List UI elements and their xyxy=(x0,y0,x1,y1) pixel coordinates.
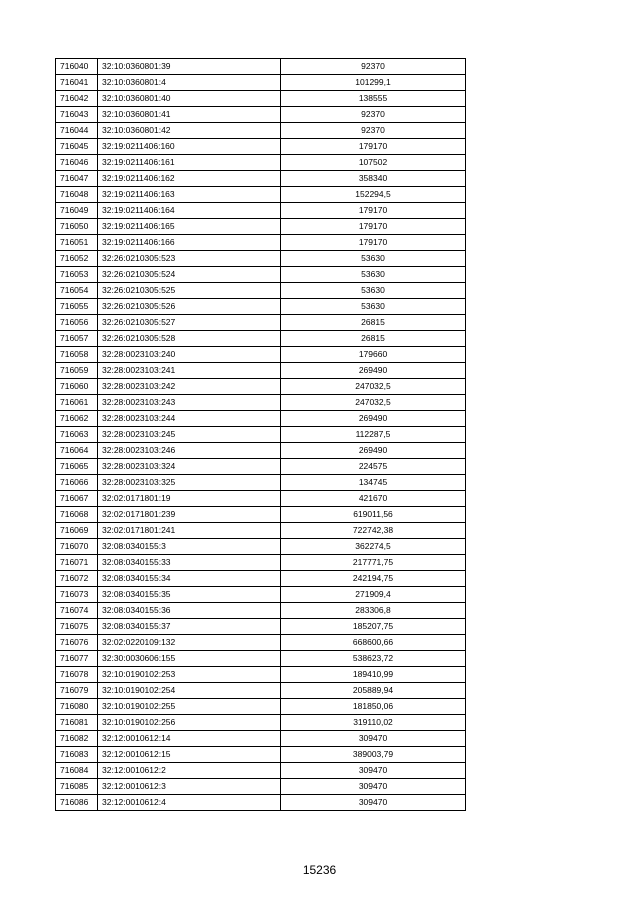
record-id-cell: 716071 xyxy=(56,555,98,571)
cadastral-value-cell: 269490 xyxy=(281,411,466,427)
table-row xyxy=(56,107,466,123)
cadastral-value-cell: 269490 xyxy=(281,443,466,459)
cadastral-number-cell: 32:12:0010612:14 xyxy=(98,731,281,747)
record-id-cell: 716041 xyxy=(56,75,98,91)
table-row xyxy=(56,443,466,459)
record-id-cell: 716077 xyxy=(56,651,98,667)
cadastral-value-cell: 668600,66 xyxy=(281,635,466,651)
cadastral-number-cell: 32:28:0023103:245 xyxy=(98,427,281,443)
record-id-cell: 716082 xyxy=(56,731,98,747)
table-row xyxy=(56,475,466,491)
cadastral-value-cell: 269490 xyxy=(281,363,466,379)
record-id-cell: 716045 xyxy=(56,139,98,155)
record-id-cell: 716053 xyxy=(56,267,98,283)
cadastral-number-cell: 32:10:0360801:39 xyxy=(98,59,281,75)
cadastral-number-cell: 32:28:0023103:244 xyxy=(98,411,281,427)
record-id-cell: 716059 xyxy=(56,363,98,379)
table-row xyxy=(56,651,466,667)
cadastral-number-cell: 32:28:0023103:241 xyxy=(98,363,281,379)
cadastral-value-cell: 112287,5 xyxy=(281,427,466,443)
cadastral-number-cell: 32:08:0340155:3 xyxy=(98,539,281,555)
cadastral-value-cell: 283306,8 xyxy=(281,603,466,619)
table-row xyxy=(56,171,466,187)
table-row xyxy=(56,587,466,603)
record-id-cell: 716051 xyxy=(56,235,98,251)
table-row xyxy=(56,411,466,427)
table-row xyxy=(56,379,466,395)
cadastral-value-cell: 53630 xyxy=(281,299,466,315)
table-row xyxy=(56,219,466,235)
table-row xyxy=(56,779,466,795)
cadastral-number-cell: 32:10:0360801:40 xyxy=(98,91,281,107)
record-id-cell: 716076 xyxy=(56,635,98,651)
cadastral-number-cell: 32:28:0023103:325 xyxy=(98,475,281,491)
cadastral-value-cell: 538623,72 xyxy=(281,651,466,667)
cadastral-number-cell: 32:26:0210305:524 xyxy=(98,267,281,283)
table-row xyxy=(56,299,466,315)
cadastral-value-cell: 179170 xyxy=(281,139,466,155)
cadastral-number-cell: 32:26:0210305:525 xyxy=(98,283,281,299)
cadastral-value-cell: 309470 xyxy=(281,779,466,795)
cadastral-number-cell: 32:26:0210305:528 xyxy=(98,331,281,347)
cadastral-number-cell: 32:10:0360801:4 xyxy=(98,75,281,91)
cadastral-value-cell: 271909,4 xyxy=(281,587,466,603)
record-id-cell: 716055 xyxy=(56,299,98,315)
record-id-cell: 716068 xyxy=(56,507,98,523)
table-row xyxy=(56,283,466,299)
table-row xyxy=(56,699,466,715)
cadastral-value-cell: 152294,5 xyxy=(281,187,466,203)
cadastral-number-cell: 32:12:0010612:15 xyxy=(98,747,281,763)
record-id-cell: 716064 xyxy=(56,443,98,459)
cadastral-number-cell: 32:02:0220109:132 xyxy=(98,635,281,651)
table-row xyxy=(56,75,466,91)
record-id-cell: 716063 xyxy=(56,427,98,443)
record-id-cell: 716070 xyxy=(56,539,98,555)
record-id-cell: 716085 xyxy=(56,779,98,795)
cadastral-number-cell: 32:28:0023103:242 xyxy=(98,379,281,395)
table-row xyxy=(56,603,466,619)
table-row xyxy=(56,315,466,331)
cadastral-number-cell: 32:28:0023103:246 xyxy=(98,443,281,459)
record-id-cell: 716042 xyxy=(56,91,98,107)
cadastral-value-cell: 189410,99 xyxy=(281,667,466,683)
cadastral-value-cell: 53630 xyxy=(281,267,466,283)
record-id-cell: 716040 xyxy=(56,59,98,75)
cadastral-value-cell: 26815 xyxy=(281,331,466,347)
record-id-cell: 716083 xyxy=(56,747,98,763)
table-row xyxy=(56,667,466,683)
cadastral-value-cell: 362274,5 xyxy=(281,539,466,555)
cadastral-value-cell: 421670 xyxy=(281,491,466,507)
record-id-cell: 716048 xyxy=(56,187,98,203)
cadastral-number-cell: 32:19:0211406:164 xyxy=(98,203,281,219)
cadastral-value-cell: 107502 xyxy=(281,155,466,171)
cadastral-value-cell: 389003,79 xyxy=(281,747,466,763)
cadastral-number-cell: 32:10:0190102:253 xyxy=(98,667,281,683)
table-row xyxy=(56,235,466,251)
table-row xyxy=(56,635,466,651)
cadastral-value-cell: 138555 xyxy=(281,91,466,107)
cadastral-value-cell: 181850,06 xyxy=(281,699,466,715)
cadastral-value-cell: 92370 xyxy=(281,59,466,75)
cadastral-number-cell: 32:19:0211406:161 xyxy=(98,155,281,171)
table-row xyxy=(56,363,466,379)
table-row xyxy=(56,523,466,539)
cadastral-value-cell: 92370 xyxy=(281,107,466,123)
cadastral-number-cell: 32:28:0023103:324 xyxy=(98,459,281,475)
cadastral-number-cell: 32:12:0010612:2 xyxy=(98,763,281,779)
record-id-cell: 716043 xyxy=(56,107,98,123)
table-row xyxy=(56,427,466,443)
record-id-cell: 716084 xyxy=(56,763,98,779)
cadastral-value-cell: 53630 xyxy=(281,251,466,267)
cadastral-value-cell: 185207,75 xyxy=(281,619,466,635)
cadastral-number-cell: 32:26:0210305:523 xyxy=(98,251,281,267)
cadastral-number-cell: 32:02:0171801:241 xyxy=(98,523,281,539)
cadastral-number-cell: 32:30:0030606:155 xyxy=(98,651,281,667)
cadastral-number-cell: 32:08:0340155:36 xyxy=(98,603,281,619)
table-row xyxy=(56,251,466,267)
table-row xyxy=(56,539,466,555)
cadastral-value-cell: 134745 xyxy=(281,475,466,491)
cadastral-value-cell: 179170 xyxy=(281,203,466,219)
record-id-cell: 716046 xyxy=(56,155,98,171)
record-id-cell: 716069 xyxy=(56,523,98,539)
cadastral-value-table xyxy=(55,58,466,811)
record-id-cell: 716047 xyxy=(56,171,98,187)
table-row xyxy=(56,459,466,475)
record-id-cell: 716060 xyxy=(56,379,98,395)
table-row xyxy=(56,267,466,283)
record-id-cell: 716049 xyxy=(56,203,98,219)
record-id-cell: 716062 xyxy=(56,411,98,427)
table-row xyxy=(56,571,466,587)
record-id-cell: 716056 xyxy=(56,315,98,331)
cadastral-number-cell: 32:28:0023103:243 xyxy=(98,395,281,411)
cadastral-number-cell: 32:26:0210305:526 xyxy=(98,299,281,315)
cadastral-value-cell: 619011,56 xyxy=(281,507,466,523)
cadastral-value-cell: 358340 xyxy=(281,171,466,187)
cadastral-value-cell: 309470 xyxy=(281,763,466,779)
cadastral-value-cell: 92370 xyxy=(281,123,466,139)
table-body xyxy=(56,59,466,811)
cadastral-number-cell: 32:19:0211406:165 xyxy=(98,219,281,235)
record-id-cell: 716067 xyxy=(56,491,98,507)
cadastral-number-cell: 32:10:0190102:255 xyxy=(98,699,281,715)
cadastral-value-cell: 319110,02 xyxy=(281,715,466,731)
cadastral-value-cell: 247032,5 xyxy=(281,395,466,411)
cadastral-number-cell: 32:08:0340155:37 xyxy=(98,619,281,635)
table-row xyxy=(56,347,466,363)
cadastral-value-cell: 309470 xyxy=(281,795,466,811)
cadastral-value-cell: 722742,38 xyxy=(281,523,466,539)
table-row xyxy=(56,731,466,747)
cadastral-value-cell: 205889,94 xyxy=(281,683,466,699)
cadastral-number-cell: 32:10:0360801:42 xyxy=(98,123,281,139)
record-id-cell: 716058 xyxy=(56,347,98,363)
cadastral-number-cell: 32:12:0010612:4 xyxy=(98,795,281,811)
cadastral-number-cell: 32:08:0340155:35 xyxy=(98,587,281,603)
table-row xyxy=(56,59,466,75)
cadastral-value-cell: 224575 xyxy=(281,459,466,475)
cadastral-value-cell: 247032,5 xyxy=(281,379,466,395)
record-id-cell: 716072 xyxy=(56,571,98,587)
record-id-cell: 716052 xyxy=(56,251,98,267)
record-id-cell: 716079 xyxy=(56,683,98,699)
cadastral-value-cell: 179170 xyxy=(281,235,466,251)
record-id-cell: 716054 xyxy=(56,283,98,299)
table-row xyxy=(56,91,466,107)
record-id-cell: 716075 xyxy=(56,619,98,635)
cadastral-value-cell: 242194,75 xyxy=(281,571,466,587)
table-row xyxy=(56,331,466,347)
record-id-cell: 716061 xyxy=(56,395,98,411)
record-id-cell: 716044 xyxy=(56,123,98,139)
cadastral-number-cell: 32:02:0171801:19 xyxy=(98,491,281,507)
table-row xyxy=(56,395,466,411)
cadastral-number-cell: 32:19:0211406:162 xyxy=(98,171,281,187)
table-row xyxy=(56,619,466,635)
cadastral-number-cell: 32:26:0210305:527 xyxy=(98,315,281,331)
record-id-cell: 716065 xyxy=(56,459,98,475)
record-id-cell: 716078 xyxy=(56,667,98,683)
cadastral-number-cell: 32:19:0211406:166 xyxy=(98,235,281,251)
cadastral-number-cell: 32:10:0360801:41 xyxy=(98,107,281,123)
table-row xyxy=(56,555,466,571)
table-row xyxy=(56,715,466,731)
table-row xyxy=(56,683,466,699)
table-row xyxy=(56,139,466,155)
table-row xyxy=(56,187,466,203)
record-id-cell: 716080 xyxy=(56,699,98,715)
cadastral-value-cell: 179660 xyxy=(281,347,466,363)
record-id-cell: 716073 xyxy=(56,587,98,603)
cadastral-number-cell: 32:28:0023103:240 xyxy=(98,347,281,363)
cadastral-value-cell: 309470 xyxy=(281,731,466,747)
table-row xyxy=(56,747,466,763)
record-id-cell: 716074 xyxy=(56,603,98,619)
cadastral-value-cell: 53630 xyxy=(281,283,466,299)
cadastral-number-cell: 32:12:0010612:3 xyxy=(98,779,281,795)
cadastral-number-cell: 32:08:0340155:33 xyxy=(98,555,281,571)
cadastral-number-cell: 32:19:0211406:163 xyxy=(98,187,281,203)
table-row xyxy=(56,123,466,139)
cadastral-value-cell: 179170 xyxy=(281,219,466,235)
cadastral-number-cell: 32:08:0340155:34 xyxy=(98,571,281,587)
table-row xyxy=(56,795,466,811)
page-number: 15236 xyxy=(302,863,337,877)
cadastral-number-cell: 32:10:0190102:256 xyxy=(98,715,281,731)
table-row xyxy=(56,155,466,171)
record-id-cell: 716057 xyxy=(56,331,98,347)
table-row xyxy=(56,203,466,219)
cadastral-value-cell: 101299,1 xyxy=(281,75,466,91)
record-id-cell: 716086 xyxy=(56,795,98,811)
record-id-cell: 716066 xyxy=(56,475,98,491)
table-row xyxy=(56,491,466,507)
table-row xyxy=(56,763,466,779)
record-id-cell: 716081 xyxy=(56,715,98,731)
cadastral-number-cell: 32:19:0211406:160 xyxy=(98,139,281,155)
table-row xyxy=(56,507,466,523)
cadastral-number-cell: 32:02:0171801:239 xyxy=(98,507,281,523)
record-id-cell: 716050 xyxy=(56,219,98,235)
cadastral-value-cell: 26815 xyxy=(281,315,466,331)
cadastral-number-cell: 32:10:0190102:254 xyxy=(98,683,281,699)
cadastral-value-cell: 217771,75 xyxy=(281,555,466,571)
